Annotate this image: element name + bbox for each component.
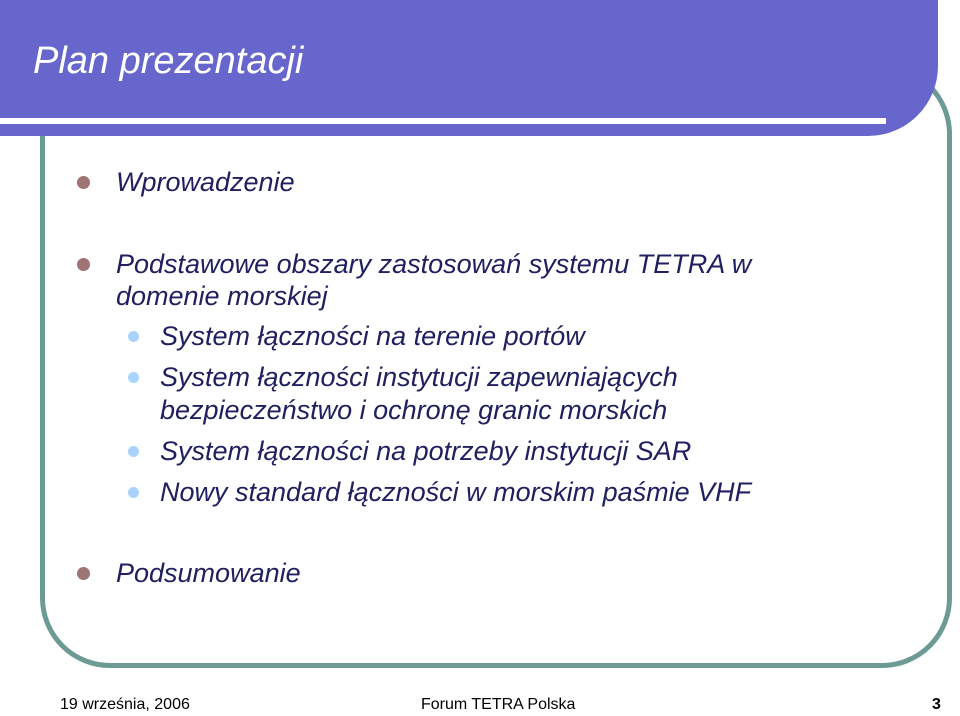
subbullet-item: System łączności na terenie portów <box>160 321 585 351</box>
bullet-dot-icon <box>77 176 90 189</box>
subbullet-item-line1: System łączności instytucji zapewniających <box>160 362 678 392</box>
subbullet-dot-icon <box>128 487 139 498</box>
subbullet-item: System łączności na potrzeby instytucji SAR <box>160 436 692 466</box>
bullet-dot-icon <box>77 258 90 271</box>
subbullet-dot-icon <box>128 446 139 457</box>
subbullet-item: Nowy standard łączności w morskim paśmie VHF <box>160 477 752 507</box>
subbullet-item-line2: bezpieczeństwo i ochronę granic morskich <box>160 395 668 425</box>
subbullet-dot-icon <box>128 331 139 342</box>
bullet-item: Podsumowanie <box>116 558 301 588</box>
page-number: 3 <box>932 696 941 713</box>
slide-title: Plan prezentacji <box>33 40 304 82</box>
footer-event: Forum TETRA Polska <box>421 696 576 713</box>
title-underline <box>0 118 886 124</box>
bullet-item-line2: domenie morskiej <box>116 281 328 311</box>
subbullet-dot-icon <box>128 372 139 383</box>
title-bar <box>0 0 938 136</box>
bullet-item-line1: Podstawowe obszary zastosowań systemu TETRA w <box>116 249 752 279</box>
bullet-dot-icon <box>77 567 90 580</box>
footer-date: 19 września, 2006 <box>60 696 190 713</box>
bullet-item: Wprowadzenie <box>116 167 295 197</box>
